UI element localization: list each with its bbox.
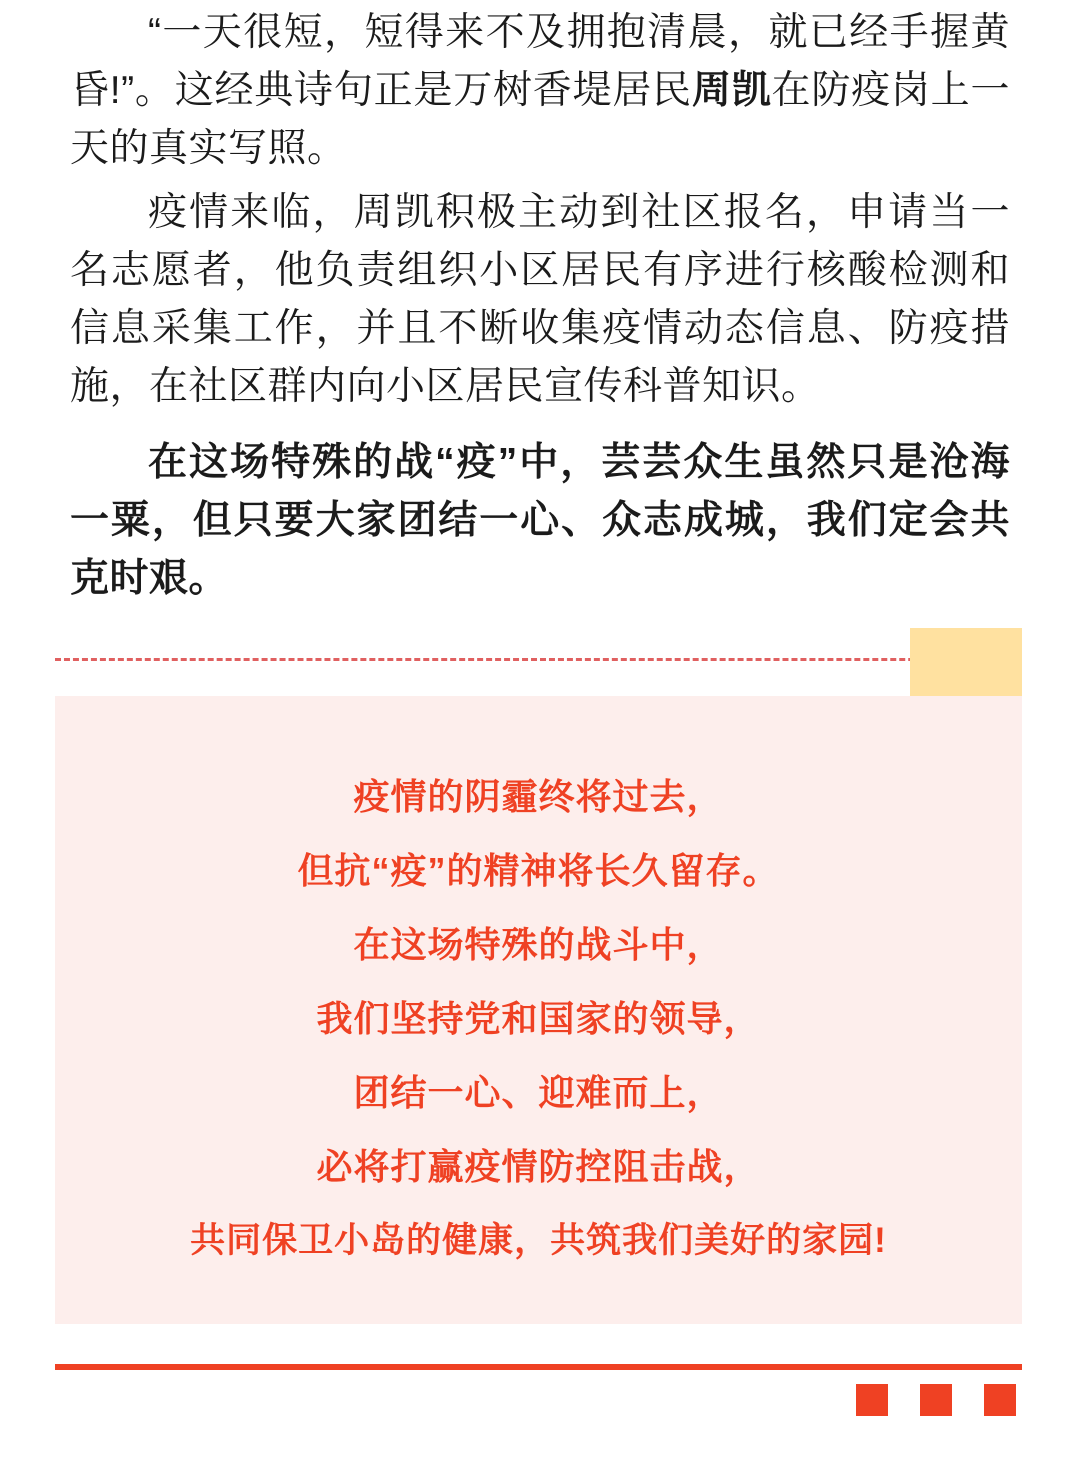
bottom-red-bar xyxy=(55,1364,1022,1370)
quote-line: 但抗“疫”的精神将长久留存。 xyxy=(297,850,780,891)
resident-name-highlight: 周凯 xyxy=(691,69,772,112)
paragraph-1 xyxy=(70,4,1010,178)
paragraph-1-segment-1: “一天很短，短得来不及拥抱清晨，就已经手握黄昏!”。这经典诗句正是万树香堤居民 xyxy=(70,11,1010,112)
paragraph-2: 疫情来临，周凯积极主动到社区报名，申请当一名志愿者，他负责组织小区居民有序进行核酸检测和信息采集工作，并且不断收集疫情动态信息、防疫措施，在社区群内向小区居民宣传科普知识。 xyxy=(70,191,1010,408)
decorative-square-3 xyxy=(984,1384,1016,1416)
quote-line: 在这场特殊的战斗中， xyxy=(353,924,724,965)
yellow-accent-block xyxy=(910,628,1022,696)
quote-line: 必将打赢疫情防控阻击战， xyxy=(316,1146,761,1187)
decorative-squares xyxy=(55,1384,1022,1418)
paragraph-3: 在这场特殊的战“疫”中，芸芸众生虽然只是沧海一粟，但只要大家团结一心、众志成城，我们定会共克时艰。 xyxy=(70,441,1010,600)
decorative-square-2 xyxy=(920,1384,952,1416)
quote-line: 团结一心、迎难而上， xyxy=(353,1072,724,1113)
section-divider xyxy=(0,636,1080,696)
dashed-separator-line xyxy=(55,658,1022,661)
article-body xyxy=(0,0,1080,608)
quote-line: 共同保卫小岛的健康，共筑我们美好的家园! xyxy=(190,1221,887,1260)
quote-line: 我们坚持党和国家的领导， xyxy=(316,998,761,1039)
quote-card xyxy=(55,696,1022,1324)
decorative-square-1 xyxy=(856,1384,888,1416)
paragraph-1-segment-3: 在防疫岗上一天的真实写照。 xyxy=(70,69,1010,170)
quote-line: 疫情的阴霾终将过去， xyxy=(353,776,724,817)
